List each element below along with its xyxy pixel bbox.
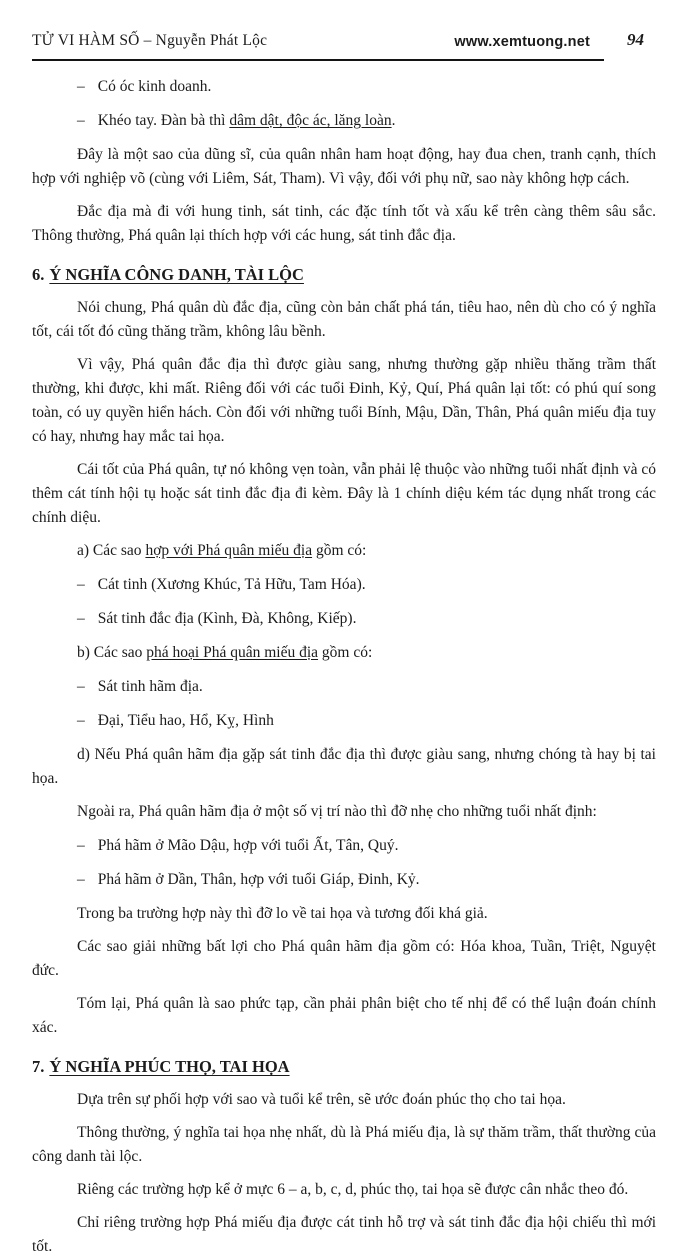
paragraph [32, 353, 656, 449]
bullet-item [77, 834, 656, 858]
underlined-text: hợp với Phá quân miếu địa [145, 542, 313, 559]
text-segment: Vì vậy, Phá quân đắc địa thì được giàu sang, nhưng thường gặp nhiều thăng trầm thất thường, khi được, khi mất. Riêng đối với các tuổi Đinh, Kỷ, Quí, Phá quân lại tốt: có phú quí song toàn, có uy quyền hiển hách. Còn đối với những tuổi Bính, Mậu, Dần, Thân, Phá quân miếu địa tuy có hay, nhưng hay mắc tai họa. [32, 356, 656, 445]
text-segment: Khéo tay. Đàn bà thì [97, 112, 230, 129]
paragraph [32, 935, 656, 983]
text-segment: Riêng các trường hợp kể ở mực 6 – a, b, c, d, phúc thọ, tai họa sẽ được cân nhắc theo đó. [77, 1181, 629, 1198]
bullet-dash: – [77, 712, 85, 729]
bullet-text [98, 868, 656, 892]
paragraph [32, 641, 656, 665]
section-heading [32, 1055, 656, 1079]
paragraph [32, 902, 656, 926]
bullet-item [77, 607, 656, 631]
text-segment: Có óc kinh doanh. [97, 78, 212, 95]
text-segment: Cát tinh (Xương Khúc, Tả Hữu, Tam Hóa). [97, 576, 366, 593]
paragraph [32, 1178, 656, 1202]
text-segment: Sát tinh hãm địa. [97, 678, 203, 695]
text-segment: Các sao giải những bất lợi cho Phá quân hãm địa gồm có: Hóa khoa, Tuần, Triệt, Nguyệt đức. [32, 938, 656, 979]
bullet-text [98, 834, 656, 858]
text-segment: . [391, 112, 396, 129]
text-segment: Nói chung, Phá quân dù đắc địa, cũng còn bản chất phá tán, tiêu hao, nên dù cho có ý nghĩa tốt, cái tốt đó cũng thăng trầm, không lâu bềnh. [32, 299, 656, 340]
text-segment: Ngoài ra, Phá quân hãm địa ở một số vị trí nào thì đỡ nhẹ cho những tuổi nhất định: [77, 803, 597, 820]
text-segment: Phá hãm ở Dần, Thân, hợp với tuổi Giáp, Đinh, Kỷ. [97, 871, 420, 888]
underlined-text: phá hoại Phá quân miếu địa [146, 644, 319, 661]
bullet-item [77, 675, 656, 699]
text-segment: a) Các sao [77, 542, 146, 559]
paragraph [32, 1121, 656, 1169]
page-header [32, 32, 656, 61]
paragraph [32, 458, 656, 530]
paragraph [32, 743, 656, 791]
text-segment: Phá hãm ở Mão Dậu, hợp với tuổi Ất, Tân, Quý. [97, 837, 399, 854]
paragraph [32, 143, 656, 191]
bullet-dash: – [77, 837, 85, 854]
bullet-text [98, 109, 656, 133]
bullet-item [77, 75, 656, 99]
website-url: www.xemtuong.net [454, 34, 590, 50]
bullet-dash: – [77, 576, 85, 593]
bullet-dash: – [77, 610, 85, 627]
bullet-text [98, 573, 656, 597]
bullet-dash: – [77, 78, 85, 95]
header-rule-area [32, 32, 604, 61]
paragraph [32, 296, 656, 344]
bullet-text [98, 709, 656, 733]
paragraph [32, 1088, 656, 1112]
bullet-dash: – [77, 112, 85, 129]
text-segment: b) Các sao [77, 644, 147, 661]
bullet-item [77, 868, 656, 892]
bullet-dash: – [77, 871, 85, 888]
bullet-text [98, 75, 656, 99]
text-segment: Chỉ riêng trường hợp Phá miếu địa được cát tinh hỗ trợ và sát tinh đắc địa hội chiếu thì mới tốt. [32, 1214, 656, 1255]
section-number: 7. [32, 1057, 45, 1076]
paragraph [32, 539, 656, 563]
text-segment: Đại, Tiểu hao, Hổ, Kỵ, Hình [97, 712, 274, 729]
section-title: Ý NGHĨA CÔNG DANH, TÀI LỘC [49, 265, 304, 284]
page-number: 94 [627, 30, 644, 49]
paragraph [32, 800, 656, 824]
text-segment: Sát tinh đắc địa (Kình, Đà, Không, Kiếp). [97, 610, 357, 627]
section-number: 6. [32, 265, 45, 284]
text-segment: Dựa trên sự phối hợp với sao và tuổi kể trên, sẽ ước đoán phúc thọ cho tai họa. [77, 1091, 566, 1108]
text-segment: Cái tốt của Phá quân, tự nó không vẹn toàn, vẫn phải lệ thuộc vào những tuổi nhất định và có thêm cát tính hội tụ hoặc sát tinh đắc địa đi kèm. Đây là 1 chính diệu kém tác dụng nhất trong các chính diệu. [32, 461, 656, 526]
text-segment: Tóm lại, Phá quân là sao phức tạp, cần phải phân biệt cho tế nhị để có thể luận đoán chính xác. [32, 995, 656, 1036]
underlined-text: dâm dật, độc ác, lăng loàn [229, 112, 392, 129]
book-title: TỬ VI HÀM SỐ – Nguyễn Phát Lộc [32, 32, 268, 49]
bullet-text [98, 607, 656, 631]
page-body [32, 75, 656, 1259]
text-segment: gồm có: [312, 542, 367, 559]
paragraph [32, 992, 656, 1040]
bullet-item [77, 709, 656, 733]
section-heading [32, 263, 656, 287]
bullet-text [98, 675, 656, 699]
text-segment: gồm có: [318, 644, 373, 661]
bullet-dash: – [77, 678, 85, 695]
text-segment: d) Nếu Phá quân hãm địa gặp sát tinh đắc địa thì được giàu sang, nhưng chóng tà hay bị tai họa. [32, 746, 656, 787]
text-segment: Thông thường, ý nghĩa tai họa nhẹ nhất, dù là Phá miếu địa, là sự thăm trầm, thất thường của công danh tài lộc. [32, 1124, 656, 1165]
bullet-item [77, 109, 656, 133]
bullet-item [77, 573, 656, 597]
paragraph [32, 1211, 656, 1259]
section-title: Ý NGHĨA PHÚC THỌ, TAI HỌA [49, 1057, 290, 1076]
text-segment: Trong ba trường hợp này thì đỡ lo về tai họa và tương đối khá giả. [77, 905, 488, 922]
text-segment: Đắc địa mà đi với hung tinh, sát tinh, các đặc tính tốt và xấu kể trên càng thêm sâu sắc. Thông thường, Phá quân lại thích hợp với các hung, sát tinh đắc địa. [32, 203, 656, 244]
paragraph [32, 200, 656, 248]
text-segment: Đây là một sao của dũng sĩ, của quân nhân ham hoạt động, hay đua chen, tranh cạnh, thích hợp với nghiệp võ (cùng với Liêm, Sát, Tham). Vì vậy, đối với phụ nữ, sao này không hợp cách. [32, 146, 656, 187]
